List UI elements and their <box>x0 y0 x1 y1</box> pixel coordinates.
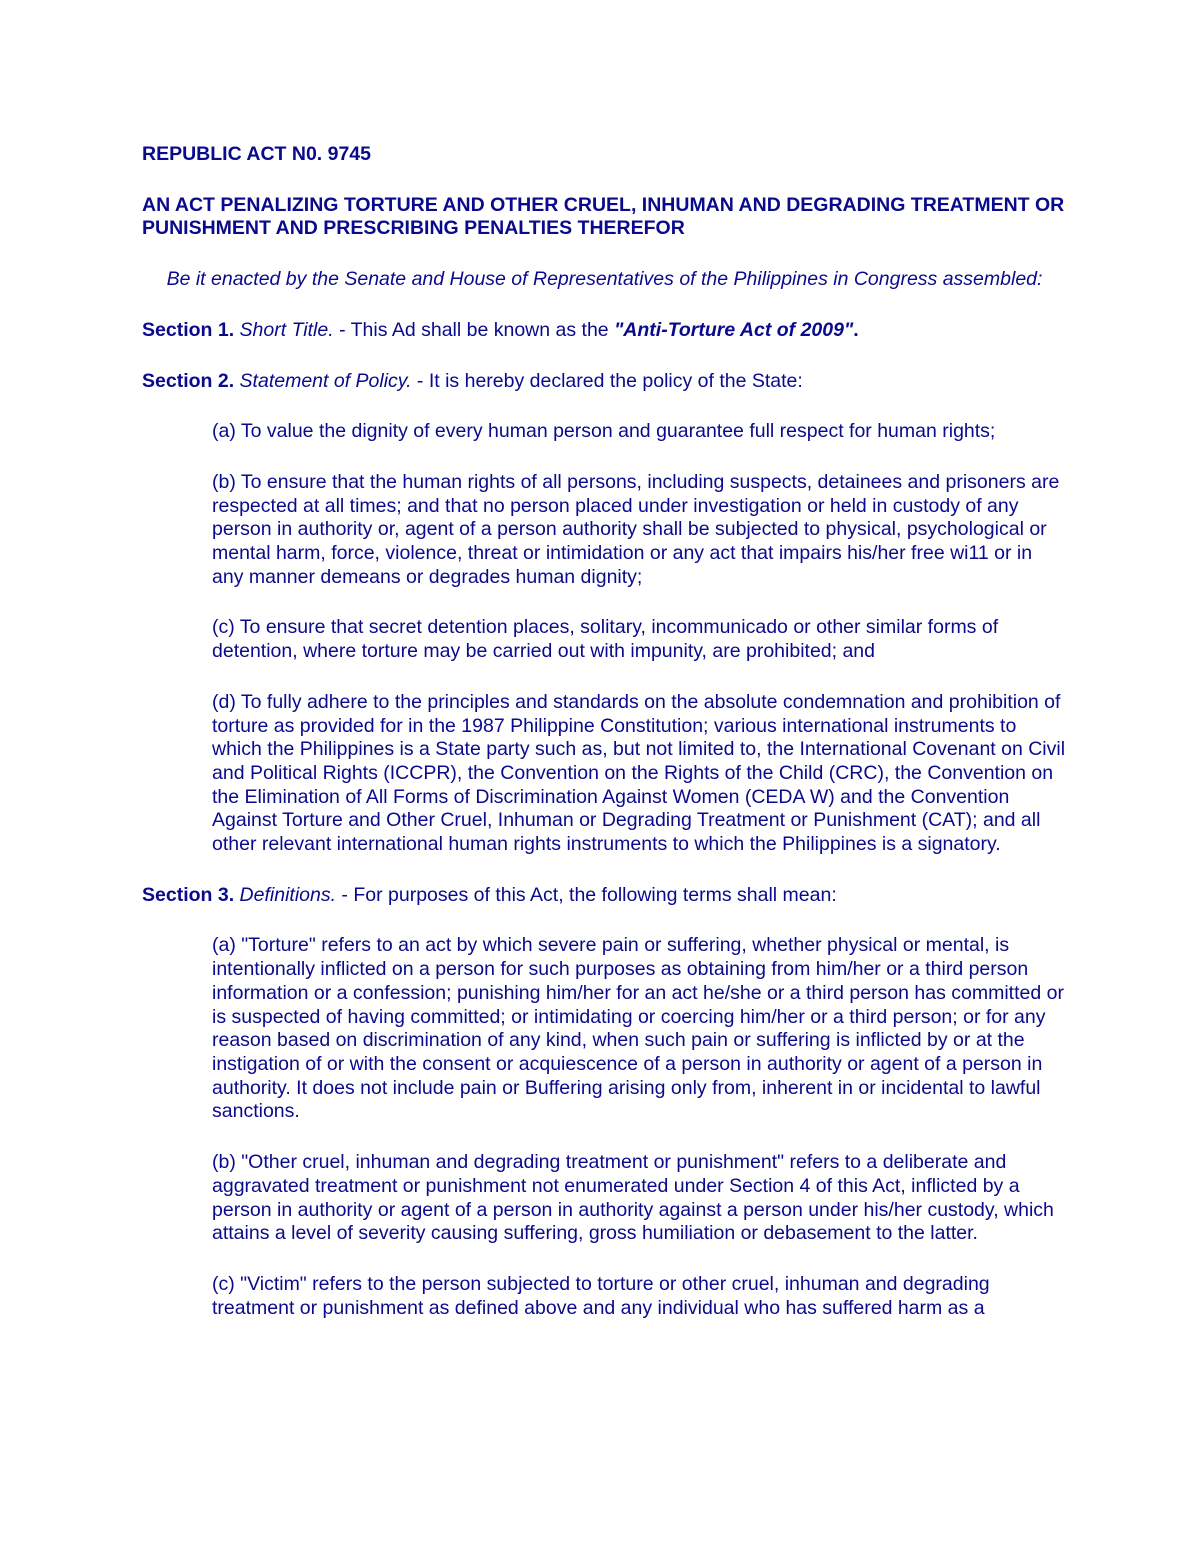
act-number: REPUBLIC ACT N0. 9745 <box>142 143 372 165</box>
section-1-short-title: "Anti-Torture Act of 2009" <box>614 318 854 341</box>
section-3-text: - For purposes of this Act, the following terms shall mean: <box>336 883 837 906</box>
document-page <box>142 143 1067 1347</box>
section-1-number: Section 1. <box>142 318 235 341</box>
section-2-text: - It is hereby declared the policy of the State: <box>411 369 803 392</box>
section-3-number: Section 3. <box>142 883 235 906</box>
section-3-heading: Definitions. <box>239 883 337 906</box>
section-2-item-d: (d) To fully adhere to the principles and standards on the absolute condemnation and prohibition of torture as provided for in the 1987 Philippine Constitution; various international instruments to which the Philippines is a State party such as, but not limited to, the International Covenant on Civil and Political Rights (ICCPR), the Convention on the Rights of the Child (CRC), the Convention on the Elimination of All Forms of Discrimination Against Women (CEDA W) and the Convention Against Torture and Other Cruel, Inhuman or Degrading Treatment or Punishment (CAT); and all other relevant international human rights instruments to which the Philippines is a signatory. <box>212 690 1066 856</box>
section-2-item-c: (c) To ensure that secret detention places, solitary, incommunicado or other similar forms of detention, where torture may be carried out with impunity, are prohibited; and <box>212 616 999 663</box>
section-3-item-b: (b) "Other cruel, inhuman and degrading treatment or punishment" refers to a deliberate and aggravated treatment or punishment not enumerated under Section 4 of this Act, inflicted by a person in authority or agent of a person in authority against a person under his/her custody, which attains a level of severity causing suffering, gross humiliation or debasement to the latter. <box>212 1151 1054 1245</box>
section-2 <box>142 370 1067 394</box>
section-1-heading: Short Title. <box>239 318 334 341</box>
section-3-item-c: (c) "Victim" refers to the person subjected to torture or other cruel, inhuman and degrading treatment or punishment as defined above and any individual who has suffered harm as a <box>212 1272 990 1319</box>
section-2-item-b: (b) To ensure that the human rights of all persons, including suspects, detainees and prisoners are respected at all times; and that no person placed under investigation or held in custody of any person in authority or, agent of a person authority shall be subjected to physical, psychological or mental harm, force, violence, threat or intimidation or any act that impairs his/her free wi11 or in any manner demeans or degrades human dignity; <box>212 470 1060 588</box>
section-1-period: . <box>853 318 859 341</box>
section-2-item-a: (a) To value the dignity of every human person and guarantee full respect for human rights; <box>212 420 996 443</box>
section-1 <box>142 319 1067 343</box>
section-2-heading: Statement of Policy. <box>239 369 412 392</box>
section-2-number: Section 2. <box>142 369 235 392</box>
section-1-text: - This Ad shall be known as the <box>333 318 615 341</box>
enacting-clause: Be it enacted by the Senate and House of Representatives of the Philippines in Congress assembled: <box>166 268 1043 291</box>
section-3-item-a: (a) "Torture" refers to an act by which severe pain or suffering, whether physical or mental, is intentionally inflicted on a person for such purposes as obtaining from him/her or a third person information or a confession; punishing him/her for an act he/she or a third person has committed or is suspected of having committed; or intimidating or coercing him/her or a third person; or for any reason based on discrimination of any kind, when such pain or suffering is inflicted by or at the instigation of or with the consent or acquiescence of a person in authority or agent of a person in authority. It does not include pain or Buffering arising only from, inherent in or incidental to lawful sanctions. <box>212 934 1064 1123</box>
section-3 <box>142 884 1067 908</box>
act-title: AN ACT PENALIZING TORTURE AND OTHER CRUEL, INHUMAN AND DEGRADING TREATMENT OR PUNISHMENT AND PRESCRIBING PENALTIES THEREFOR <box>142 193 1065 240</box>
